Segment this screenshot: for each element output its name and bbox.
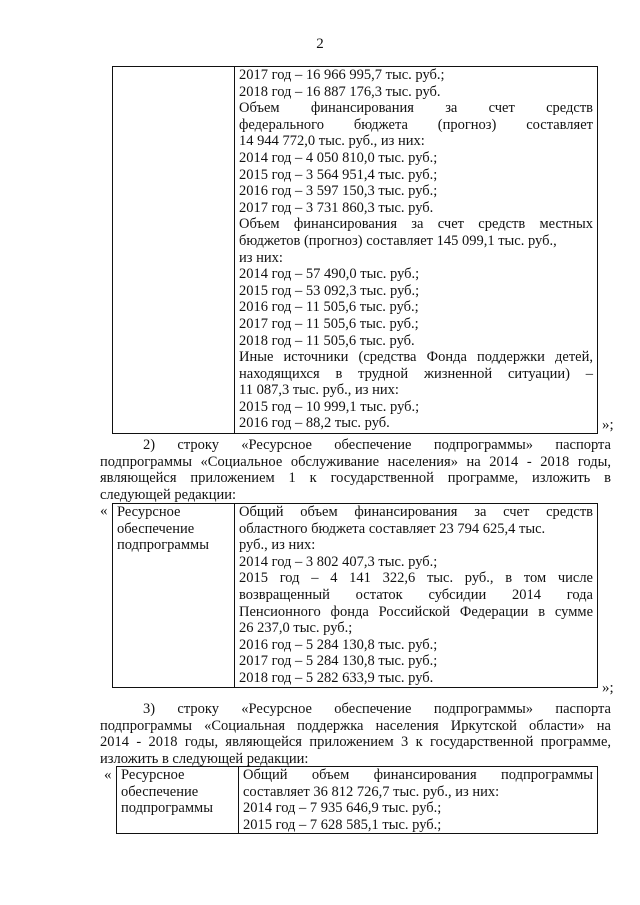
funding-line: федерального бюджета (прогноз) составляет: [239, 116, 593, 133]
label-line: обеспечение: [121, 783, 199, 800]
funding-line: находящихся в трудной жизненной ситуации) –: [239, 365, 593, 382]
label-cell-empty: [113, 67, 235, 434]
funding-cell: [239, 767, 598, 834]
funding-line: руб., из них:: [239, 537, 316, 554]
funding-line: 2014 год – 4 050 810,0 тыс. руб.;: [239, 149, 438, 166]
funding-line: 2018 год – 16 887 176,3 тыс. руб.: [239, 83, 441, 100]
opening-quote: «: [100, 503, 108, 519]
label-line: подпрограммы: [121, 800, 213, 817]
label-cell: [117, 767, 239, 834]
funding-line: 2015 год – 53 092,3 тыс. руб.;: [239, 282, 420, 299]
closing-quote: »;: [602, 417, 614, 433]
paragraph-line: подпрограммы «Социальная поддержка населения Иркутской области» на: [100, 717, 611, 734]
paragraph-line: являющейся приложением 1 к государственной программе, изложить в: [100, 470, 611, 487]
label-line: подпрограммы: [117, 537, 209, 554]
closing-quote: »;: [602, 680, 614, 696]
funding-line: 2017 год – 3 731 860,3 тыс. руб.: [239, 199, 434, 216]
funding-line: 2015 год – 4 141 322,6 тыс. руб., в том числе: [239, 570, 593, 587]
funding-line: 2014 год – 3 802 407,3 тыс. руб.;: [239, 553, 438, 570]
funding-line: 2016 год – 5 284 130,8 тыс. руб.;: [239, 636, 438, 653]
resource-table-social-services: [112, 503, 598, 688]
funding-line: составляет 36 812 726,7 тыс. руб., из них:: [243, 783, 500, 800]
funding-line: из них:: [239, 249, 283, 266]
funding-line: Пенсионного фонда Российской Федерации в сумме: [239, 603, 593, 620]
label-line: Ресурсное: [121, 767, 185, 783]
paragraph-item-2: [100, 437, 611, 503]
funding-line: 2015 год – 10 999,1 тыс. руб.;: [239, 398, 420, 415]
funding-line: Объем финансирования за счет средств местных: [239, 216, 593, 233]
funding-line: 26 237,0 тыс. руб.;: [239, 620, 353, 637]
funding-line: 2014 год – 57 490,0 тыс. руб.;: [239, 266, 420, 283]
label-line: Ресурсное: [117, 504, 181, 520]
funding-line: Общий объем финансирования за счет средств: [239, 504, 593, 520]
paragraph-line: изложить в следующей редакции:: [100, 750, 309, 767]
paragraph-line: 2014 - 2018 годы, являющейся приложением 3 к государственной программе,: [100, 734, 611, 751]
funding-line: 2018 год – 5 282 633,9 тыс. руб.: [239, 669, 434, 686]
page-number: 2: [316, 36, 324, 52]
funding-line: 2016 год – 11 505,6 тыс. руб.;: [239, 299, 419, 316]
funding-line: 2014 год – 7 935 646,9 тыс. руб.;: [243, 800, 442, 817]
funding-line: 11 087,3 тыс. руб., из них:: [239, 382, 399, 399]
funding-cell: [235, 67, 598, 434]
label-line: обеспечение: [117, 520, 195, 537]
funding-line: областного бюджета составляет 23 794 625,4 тыс.: [239, 520, 546, 537]
paragraph-line: подпрограммы «Социальное обслуживание населения» на 2014 - 2018 годы,: [100, 453, 611, 470]
funding-line: 2017 год – 5 284 130,8 тыс. руб.;: [239, 653, 438, 670]
resource-table-continued: [112, 66, 598, 434]
paragraph-line: 3) строку «Ресурсное обеспечение подпрограммы» паспорта: [143, 701, 611, 717]
funding-line: 14 944 772,0 тыс. руб., из них:: [239, 133, 425, 150]
paragraph-line: 2) строку «Ресурсное обеспечение подпрограммы» паспорта: [143, 437, 611, 453]
funding-line: возвращенный остаток субсидии 2014 года: [239, 586, 593, 603]
funding-line: 2016 год – 3 597 150,3 тыс. руб.;: [239, 183, 438, 200]
funding-lines: [239, 67, 593, 432]
paragraph-line: следующей редакции:: [100, 486, 237, 503]
funding-line: бюджетов (прогноз) составляет 145 099,1 тыс. руб.,: [239, 232, 557, 249]
funding-line: 2017 год – 11 505,6 тыс. руб.;: [239, 315, 419, 332]
funding-line: 2017 год – 16 966 995,7 тыс. руб.;: [239, 67, 445, 83]
funding-line: 2016 год – 88,2 тыс. руб.: [239, 415, 390, 432]
label-cell: [113, 504, 235, 688]
funding-line: Объем финансирования за счет средств: [239, 100, 593, 117]
funding-line: 2018 год – 11 505,6 тыс. руб.: [239, 332, 415, 349]
funding-line: 2015 год – 3 564 951,4 тыс. руб.;: [239, 166, 438, 183]
resource-table-social-support: [116, 766, 598, 834]
paragraph-item-3: [100, 701, 611, 767]
funding-line: Общий объем финансирования подпрограммы: [243, 767, 593, 783]
funding-line: 2015 год – 7 628 585,1 тыс. руб.;: [243, 816, 442, 833]
funding-cell: [235, 504, 598, 688]
funding-line: Иные источники (средства Фонда поддержки детей,: [239, 349, 593, 366]
opening-quote: «: [104, 767, 112, 783]
